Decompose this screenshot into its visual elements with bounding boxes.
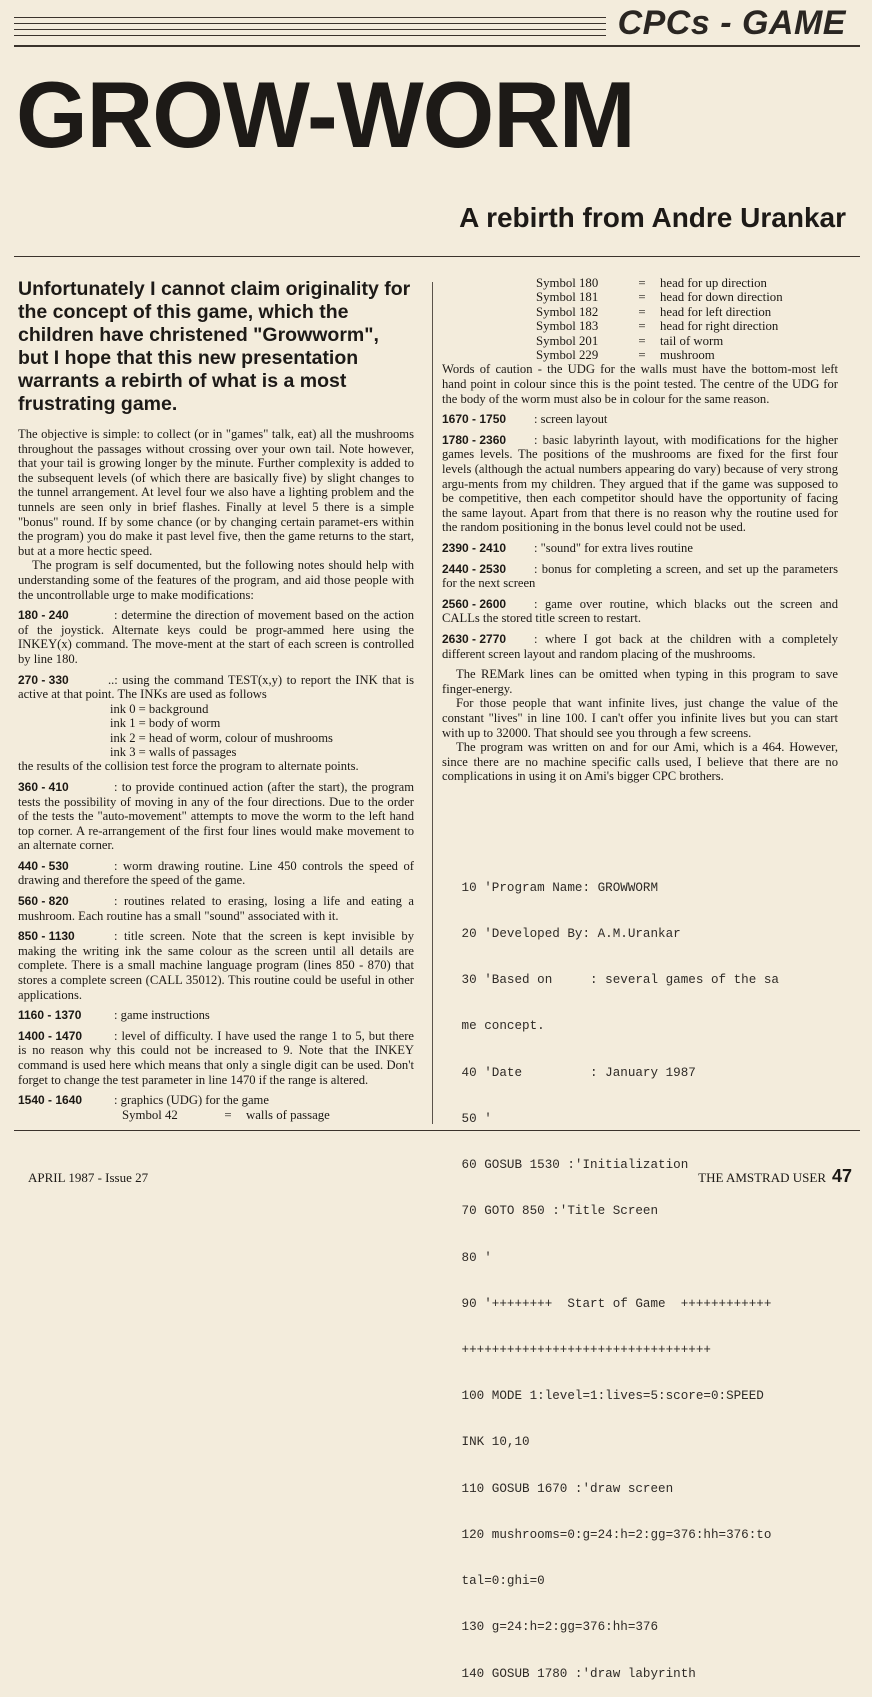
routine-entry <box>442 412 838 427</box>
left-column <box>18 278 414 1122</box>
code-line: 50 ' <box>454 1111 492 1126</box>
symbol-desc: walls of passage <box>246 1107 330 1122</box>
symbol-name: Symbol 201 <box>536 333 599 348</box>
code-line: tal=0:ghi=0 <box>454 1574 545 1589</box>
routine-entry <box>18 894 414 923</box>
routine-entry <box>18 929 414 1002</box>
header-rule-5 <box>14 45 860 47</box>
code-line: +++++++++++++++++++++++++++++++++ <box>454 1343 711 1357</box>
code-line: 70 GOTO 850 :'Title Screen <box>454 1204 659 1219</box>
line-range: 1540 - 1640 <box>18 1093 83 1108</box>
code-line: 130 g=24:h=2:gg=376:hh=376 <box>454 1620 659 1635</box>
program-listing <box>454 850 838 1697</box>
body-paragraph: the results of the collision test force the program to alternate points. <box>18 759 359 774</box>
article-subtitle: A rebirth from Andre Urankar <box>459 202 846 233</box>
column-divider <box>432 282 433 1124</box>
routine-text: ..: using the command TEST(x,y) to report the INK that is active at that point. The INKs are used as follows <box>18 672 414 702</box>
symbol-equals: = <box>638 304 646 319</box>
routine-text: : where I got back at the children with a completely different screen layout and random placing of the mushrooms. <box>442 631 838 661</box>
routine-text: : game instructions <box>114 1008 210 1023</box>
symbol-row <box>536 319 838 333</box>
line-range: 2390 - 2410 <box>442 540 507 555</box>
routine-entry <box>442 632 838 661</box>
routine-entry <box>442 597 838 626</box>
symbol-row <box>122 1108 414 1122</box>
symbol-desc: mushroom <box>660 348 715 363</box>
routine-text: : worm drawing routine. Line 450 controls the speed of drawing and therefore the speed of the game. <box>18 858 414 888</box>
code-line: INK 10,10 <box>454 1435 530 1450</box>
symbol-desc: tail of worm <box>660 333 724 348</box>
body-paragraph: The program was written on and for our Ami, which is a 464. However, since there are no machine specific calls used, I believe that there are no complications in using it on Ami's bigger CPC brothers. <box>442 740 838 784</box>
routine-entry <box>18 780 414 853</box>
page-number: 47 <box>831 1166 852 1186</box>
symbol-name: Symbol 181 <box>536 290 599 305</box>
routine-entry <box>18 1093 414 1108</box>
header-rule-4 <box>14 35 606 36</box>
symbol-row <box>536 305 838 319</box>
code-line: 140 GOSUB 1780 :'draw labyrinth <box>454 1666 696 1681</box>
symbol-equals: = <box>638 348 646 363</box>
code-line: 10 'Program Name: GROWWORM <box>454 880 659 895</box>
ink-item: ink 2 = head of worm, colour of mushrooms <box>110 730 333 745</box>
symbol-row <box>536 334 838 348</box>
symbol-equals: = <box>638 276 646 290</box>
routine-entry <box>18 1008 414 1023</box>
symbol-equals: = <box>638 333 646 348</box>
symbol-table <box>536 276 838 362</box>
line-range: 440 - 530 <box>18 858 69 873</box>
routine-text: : basic labyrinth layout, with modifications for the higher games levels. The positions of the mushrooms are fixed for the first four levels (although the actual numbers appearing do vary) because of very strong argu-ments from my children. They argued that if the game was supposed to be competitive, then each competitor should have the opportunity of facing the same layout. Apart from that there is no reason why the routine used for the random positioning in the bonus level could not be used. <box>442 432 838 535</box>
line-range: 270 - 330 <box>18 672 69 687</box>
ink-item: ink 3 = walls of passages <box>110 744 237 759</box>
header-rule-2 <box>14 23 606 24</box>
symbol-desc: head for up direction <box>660 276 767 290</box>
code-line: 40 'Date : January 1987 <box>454 1065 696 1080</box>
header-rule-1 <box>14 17 606 18</box>
ink-item: ink 1 = body of worm <box>110 716 221 731</box>
symbol-desc: head for down direction <box>660 290 783 305</box>
lead-paragraph: Unfortunately I cannot claim originality for the concept of this game, which the children have christened "Growworm", but I hope that this new presentation warrants a rebirth of what is a most frustrating game. <box>18 278 411 415</box>
subtitle-rule <box>14 256 860 257</box>
symbol-desc: head for left direction <box>660 304 772 319</box>
routine-text: : graphics (UDG) for the game <box>114 1093 269 1108</box>
line-range: 560 - 820 <box>18 894 69 909</box>
line-range: 1160 - 1370 <box>18 1008 82 1023</box>
line-range: 2440 - 2530 <box>442 561 507 576</box>
symbol-name: Symbol 229 <box>536 348 599 363</box>
routine-entry <box>18 1029 414 1087</box>
ink-item: ink 0 = background <box>110 701 209 716</box>
header-rule-3 <box>14 29 606 30</box>
symbol-name: Symbol 180 <box>536 276 599 290</box>
symbol-name: Symbol 42 <box>122 1107 178 1122</box>
code-line: 80 ' <box>454 1250 492 1265</box>
footer-rule <box>14 1130 860 1131</box>
routine-text: : screen layout <box>534 412 608 427</box>
body-paragraph: The REMark lines can be omitted when typing in this program to save finger-energy. <box>442 667 838 696</box>
body-paragraph: The objective is simple: to collect (or in "games" talk, eat) all the mushrooms throughout the passages without crossing over your own tail. Note however, that your tail is growing longer by the minute. Further complexity is added to the subsequent levels (of which there are basically five) by slight changes to the tunnel arrangement. At level four we also have a lighting problem and the tunnels are seen only in brief flashes. Finally at level 5 there is a simple "bonus" round. If by some chance (or by changing certain paramet-ers within the program) you do make it past level five, then the game returns to the start, but at a more hectic speed. <box>18 427 414 558</box>
routine-entry <box>442 541 838 556</box>
section-tag: CPCs - GAME <box>617 4 846 42</box>
line-range: 1670 - 1750 <box>442 412 507 427</box>
routine-entry <box>442 562 838 591</box>
routine-text: : level of difficulty. I have used the range 1 to 5, but there is no reason why this could not be increased to 9. Note that the INKEY command is used here which means that only a single digit can be used. Don't forget to change the test parameter in line 1470 if the range is altered. <box>18 1028 414 1087</box>
symbol-row <box>536 276 838 290</box>
routine-entry <box>442 433 838 535</box>
symbol-equals: = <box>638 319 646 334</box>
code-line: 110 GOSUB 1670 :'draw screen <box>454 1481 674 1496</box>
body-paragraph: The program is self documented, but the following notes should help with understanding some of the features of the program, and aid those people with the uncontrollable urge to make modifications: <box>18 558 414 602</box>
routine-text: : to provide continued action (after the start), the program tests the possibility of moving in any of the four directions. Due to the order of the tests the "auto-movement" attempts to move the worm to the left hand top corner. A re-arrangement of the first four lines would make movement to an alternate corner. <box>18 779 414 853</box>
body-paragraph: For those people that want infinite lives, just change the value of the constant "lives" in line 100. I can't offer you infinite lives but you can start with up to 32000. That should see you through a few screens. <box>442 696 838 740</box>
routine-text: : bonus for completing a screen, and set up the parameters for the next screen <box>442 561 838 591</box>
line-range: 1400 - 1470 <box>18 1028 83 1043</box>
code-line: 100 MODE 1:level=1:lives=5:score=0:SPEED <box>454 1389 764 1404</box>
code-line: 60 GOSUB 1530 :'Initialization <box>454 1158 689 1173</box>
issue-footer: APRIL 1987 - Issue 27 <box>28 1170 149 1185</box>
symbol-name: Symbol 182 <box>536 304 599 319</box>
line-range: 360 - 410 <box>18 779 69 794</box>
routine-text: : determine the direction of movement based on the action of the joystick. Alternate keys could be progr-ammed here using the INKEY(x) command. The move-ment at the start of each screen is controlled by line 180. <box>18 608 414 666</box>
code-line: me concept. <box>454 1019 545 1034</box>
line-range: 2630 - 2770 <box>442 631 507 646</box>
symbol-row <box>536 348 838 362</box>
line-range: 1780 - 2360 <box>442 432 507 447</box>
symbol-row <box>536 290 838 304</box>
line-range: 2560 - 2600 <box>442 596 507 611</box>
code-line: 20 'Developed By: A.M.Urankar <box>454 927 681 942</box>
line-range: 180 - 240 <box>18 608 69 623</box>
body-paragraph: Words of caution - the UDG for the walls must have the bottom-most left hand point in colour since this is the point tested. The centre of the UDG for the body of the worm must also be in colour for the same reason. <box>442 362 838 406</box>
symbol-name: Symbol 183 <box>536 319 599 334</box>
code-line: 90 '++++++++ Start of Game ++++++++++++ <box>454 1296 772 1311</box>
symbol-equals: = <box>638 290 646 305</box>
ink-list <box>110 702 414 760</box>
code-line: 120 mushrooms=0:g=24:h=2:gg=376:hh=376:to <box>454 1527 772 1542</box>
magazine-footer: THE AMSTRAD USER <box>698 1170 826 1185</box>
routine-entry <box>18 608 414 666</box>
routine-entry <box>18 859 414 888</box>
article-title: GROW-WORM <box>16 62 635 167</box>
symbol-desc: head for right direction <box>660 319 779 334</box>
symbol-equals: = <box>224 1107 232 1122</box>
routine-text: : game over routine, which blacks out the screen and CALLs the stored title screen to restart. <box>442 596 838 626</box>
routine-text: : routines related to erasing, losing a life and eating a mushroom. Each routine has a small "sound" associated with it. <box>18 894 414 923</box>
routine-text: : title screen. Note that the screen is kept invisible by making the writing ink the same colour as the screen until all details are complete. There is a small machine language program (lines 850 - 870) that stores a complete screen (CALL 35012). This routine could be useful in other applications. <box>18 929 414 1002</box>
routine-entry <box>18 673 414 702</box>
line-range: 850 - 1130 <box>18 929 75 944</box>
code-line: 30 'Based on : several games of the sa <box>454 973 779 988</box>
right-column <box>442 276 838 784</box>
routine-text: : "sound" for extra lives routine <box>534 540 693 555</box>
